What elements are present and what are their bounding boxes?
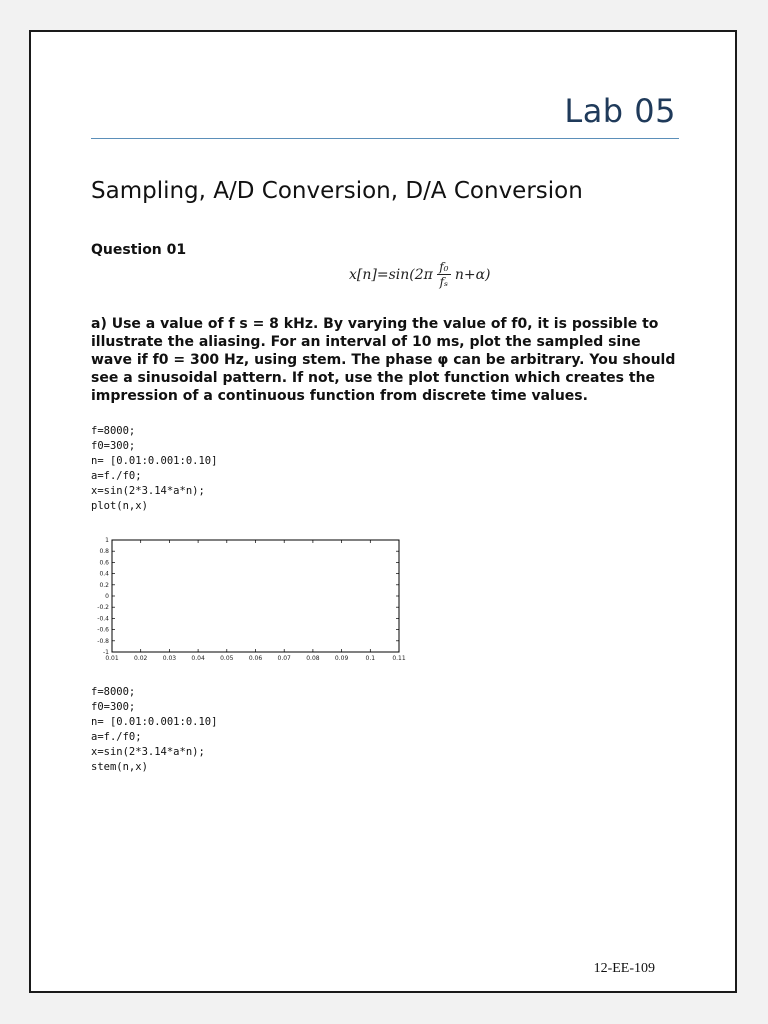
y-tick-label: 0.2: [99, 581, 109, 589]
code-line: f0=300;: [91, 701, 136, 713]
title-divider: [91, 138, 679, 139]
y-tick-label: -0.6: [97, 626, 109, 634]
y-tick-label: -0.8: [97, 637, 109, 645]
y-tick-label: 0.6: [99, 559, 109, 567]
code-block-plot: [91, 424, 217, 514]
equation-fraction: [437, 260, 451, 289]
code-line: a=f./f0;: [91, 731, 142, 743]
equation-rhs: n+α): [454, 266, 491, 283]
x-tick-label: 0.05: [220, 655, 234, 662]
x-tick-label: 0.11: [392, 655, 406, 662]
y-tick-label: -1: [103, 649, 109, 656]
y-tick-label: -0.4: [97, 615, 109, 623]
footer-id: 12-EE-109: [593, 961, 655, 976]
equation-numerator: f₀: [439, 260, 449, 274]
code-line: n= [0.01:0.001:0.10]: [91, 455, 218, 467]
x-tick-label: 0.08: [306, 655, 320, 662]
code-line: f=8000;: [91, 686, 136, 698]
question-label: Question 01: [91, 242, 187, 258]
plot-chart: [87, 536, 407, 666]
x-tick-label: 0.04: [191, 655, 205, 662]
code-line: stem(n,x): [91, 761, 148, 773]
x-tick-label: 0.06: [248, 655, 263, 662]
section-title: Sampling, A/D Conversion, D/A Conversion: [91, 178, 583, 204]
x-tick-label: 0.01: [105, 655, 119, 662]
x-tick-label: 0.09: [334, 655, 349, 662]
y-tick-label: 0.4: [99, 570, 109, 578]
y-tick-label: -0.2: [97, 604, 109, 612]
code-line: x=sin(2*3.14*a*n);: [91, 485, 205, 497]
x-tick-label: 0.02: [134, 655, 148, 662]
equation: [349, 260, 491, 289]
plot-frame: [112, 540, 399, 652]
y-tick-label: 1: [105, 537, 109, 544]
code-line: f=8000;: [91, 425, 136, 437]
code-line: x=sin(2*3.14*a*n);: [91, 746, 205, 758]
equation-lhs: x[n]=sin(2π: [349, 266, 433, 283]
x-tick-label: 0.07: [277, 655, 291, 662]
y-tick-label: 0.8: [99, 548, 109, 556]
code-block-stem: [91, 685, 217, 775]
document-page: [29, 30, 737, 993]
code-line: a=f./f0;: [91, 470, 142, 482]
y-tick-label: 0: [105, 593, 109, 600]
code-line: plot(n,x): [91, 500, 148, 512]
equation-denominator: fₛ: [439, 275, 449, 289]
lab-title: Lab 05: [564, 92, 676, 130]
x-tick-label: 0.1: [365, 655, 376, 662]
x-tick-label: 0.03: [162, 655, 177, 662]
code-line: f0=300;: [91, 440, 136, 452]
code-line: n= [0.01:0.001:0.10]: [91, 716, 218, 728]
question-paragraph: a) Use a value of f s = 8 kHz. By varying the value of f0, it is possible to illustrate the aliasing. For an interval of 10 ms, plot the sampled sine wave if f0 = 300 Hz, using stem. The phase φ can be arbitrary. You should see a sinusoidal pattern. If not, use the plot function which creates the impression of a continuous function from discrete time values.: [91, 316, 676, 404]
